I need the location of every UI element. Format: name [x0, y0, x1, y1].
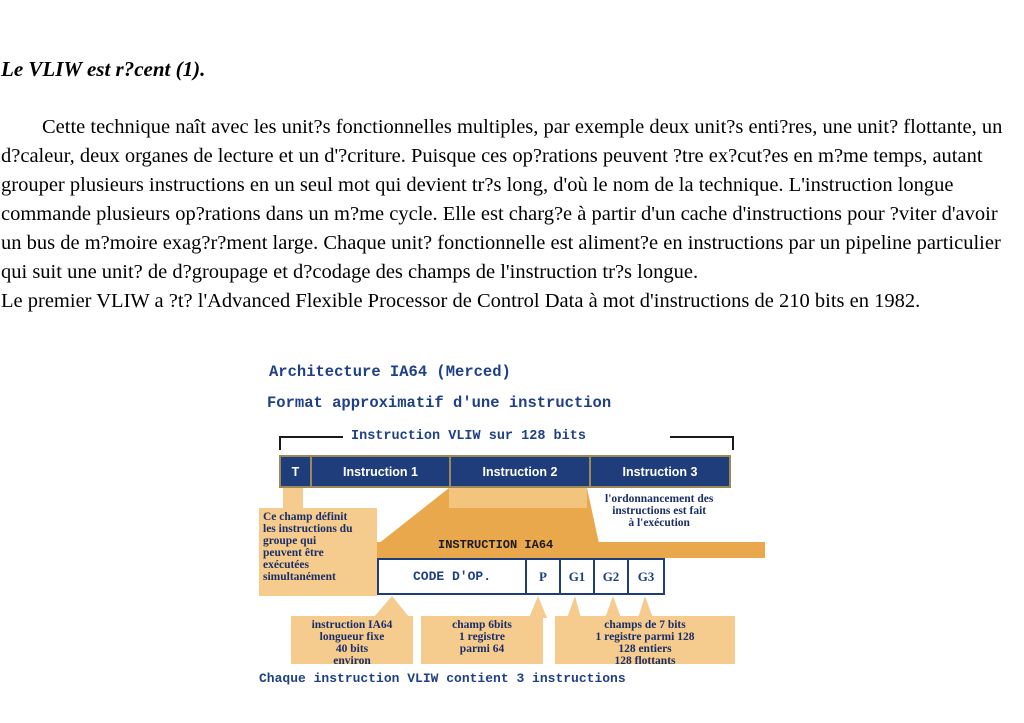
segment-instruction-2: Instruction 2: [482, 464, 558, 479]
note-scheduling: l'ordonnancement des instructions est fait à l'exécution: [605, 493, 714, 529]
field-opcode: CODE D'OP.: [412, 569, 491, 584]
diagram-caption: Chaque instruction VLIW contient 3 instructions: [259, 671, 626, 686]
segment-instruction-1: Instruction 1: [342, 464, 418, 479]
field-g3: G3: [637, 568, 655, 584]
diagram-subtitle: Format approximatif d'une instruction: [267, 394, 612, 412]
segment-t: T: [291, 464, 300, 479]
ia64-label: INSTRUCTION IA64: [438, 538, 554, 552]
note-g-fields: champs de 7 bits 1 registre parmi 128 128 entiers 128 flottants: [555, 616, 735, 664]
field-g1: G1: [568, 568, 586, 584]
field-p: P: [539, 568, 547, 584]
field-g2: G2: [602, 568, 620, 584]
paragraph-2: Le premier VLIW a ?t? l'Advanced Flexible Processor de Control Data à mot d'instructions de 210 bits en 1982.: [1, 290, 921, 312]
note-group-field: Ce champ définit les instructions du groupe qui peuvent être exécutées simultanément: [259, 508, 377, 596]
paragraph-1: Cette technique naît avec les unit?s fonctionnelles multiples, par exemple deux unit?s enti?res, une unit? flottante, un d?caleur, deux organes de lecture et un d'?criture. Puisque ces op?rations peuvent ?tre ex?cut?es en m?me temps, autant grouper plusieurs instructions en un seul mot qui devient tr?s long, d'où le nom de la technique. L'instruction longue commande plusieurs op?rations dans un m?me cycle. Elle est charg?e à partir d'un cache d'instructions pour ?viter d'avoir un bus de m?moire exag?r?ment large. Chaque unit? fonctionnelle est aliment?e en instructions par un pipeline particulier qui suit une unit? de d?groupage et d?codage des champs de l'instruction tr?s longue.: [1, 116, 1003, 283]
body-text: [1, 113, 1019, 316]
segment-instruction-3: Instruction 3: [622, 464, 698, 479]
vliw-instruction-bar: [279, 455, 731, 488]
ia64-diagram: [255, 360, 765, 690]
note-ia64-length: instruction IA64 longueur fixe 40 bits environ: [291, 616, 413, 664]
bracket-label: Instruction VLIW sur 128 bits: [351, 429, 586, 444]
diagram-title: Architecture IA64 (Merced): [269, 363, 511, 381]
ia64-format-row: [377, 558, 665, 595]
section-title: Le VLIW est r?cent (1).: [1, 57, 206, 81]
note-p-field: champ 6bits 1 registre parmi 64: [421, 616, 543, 664]
